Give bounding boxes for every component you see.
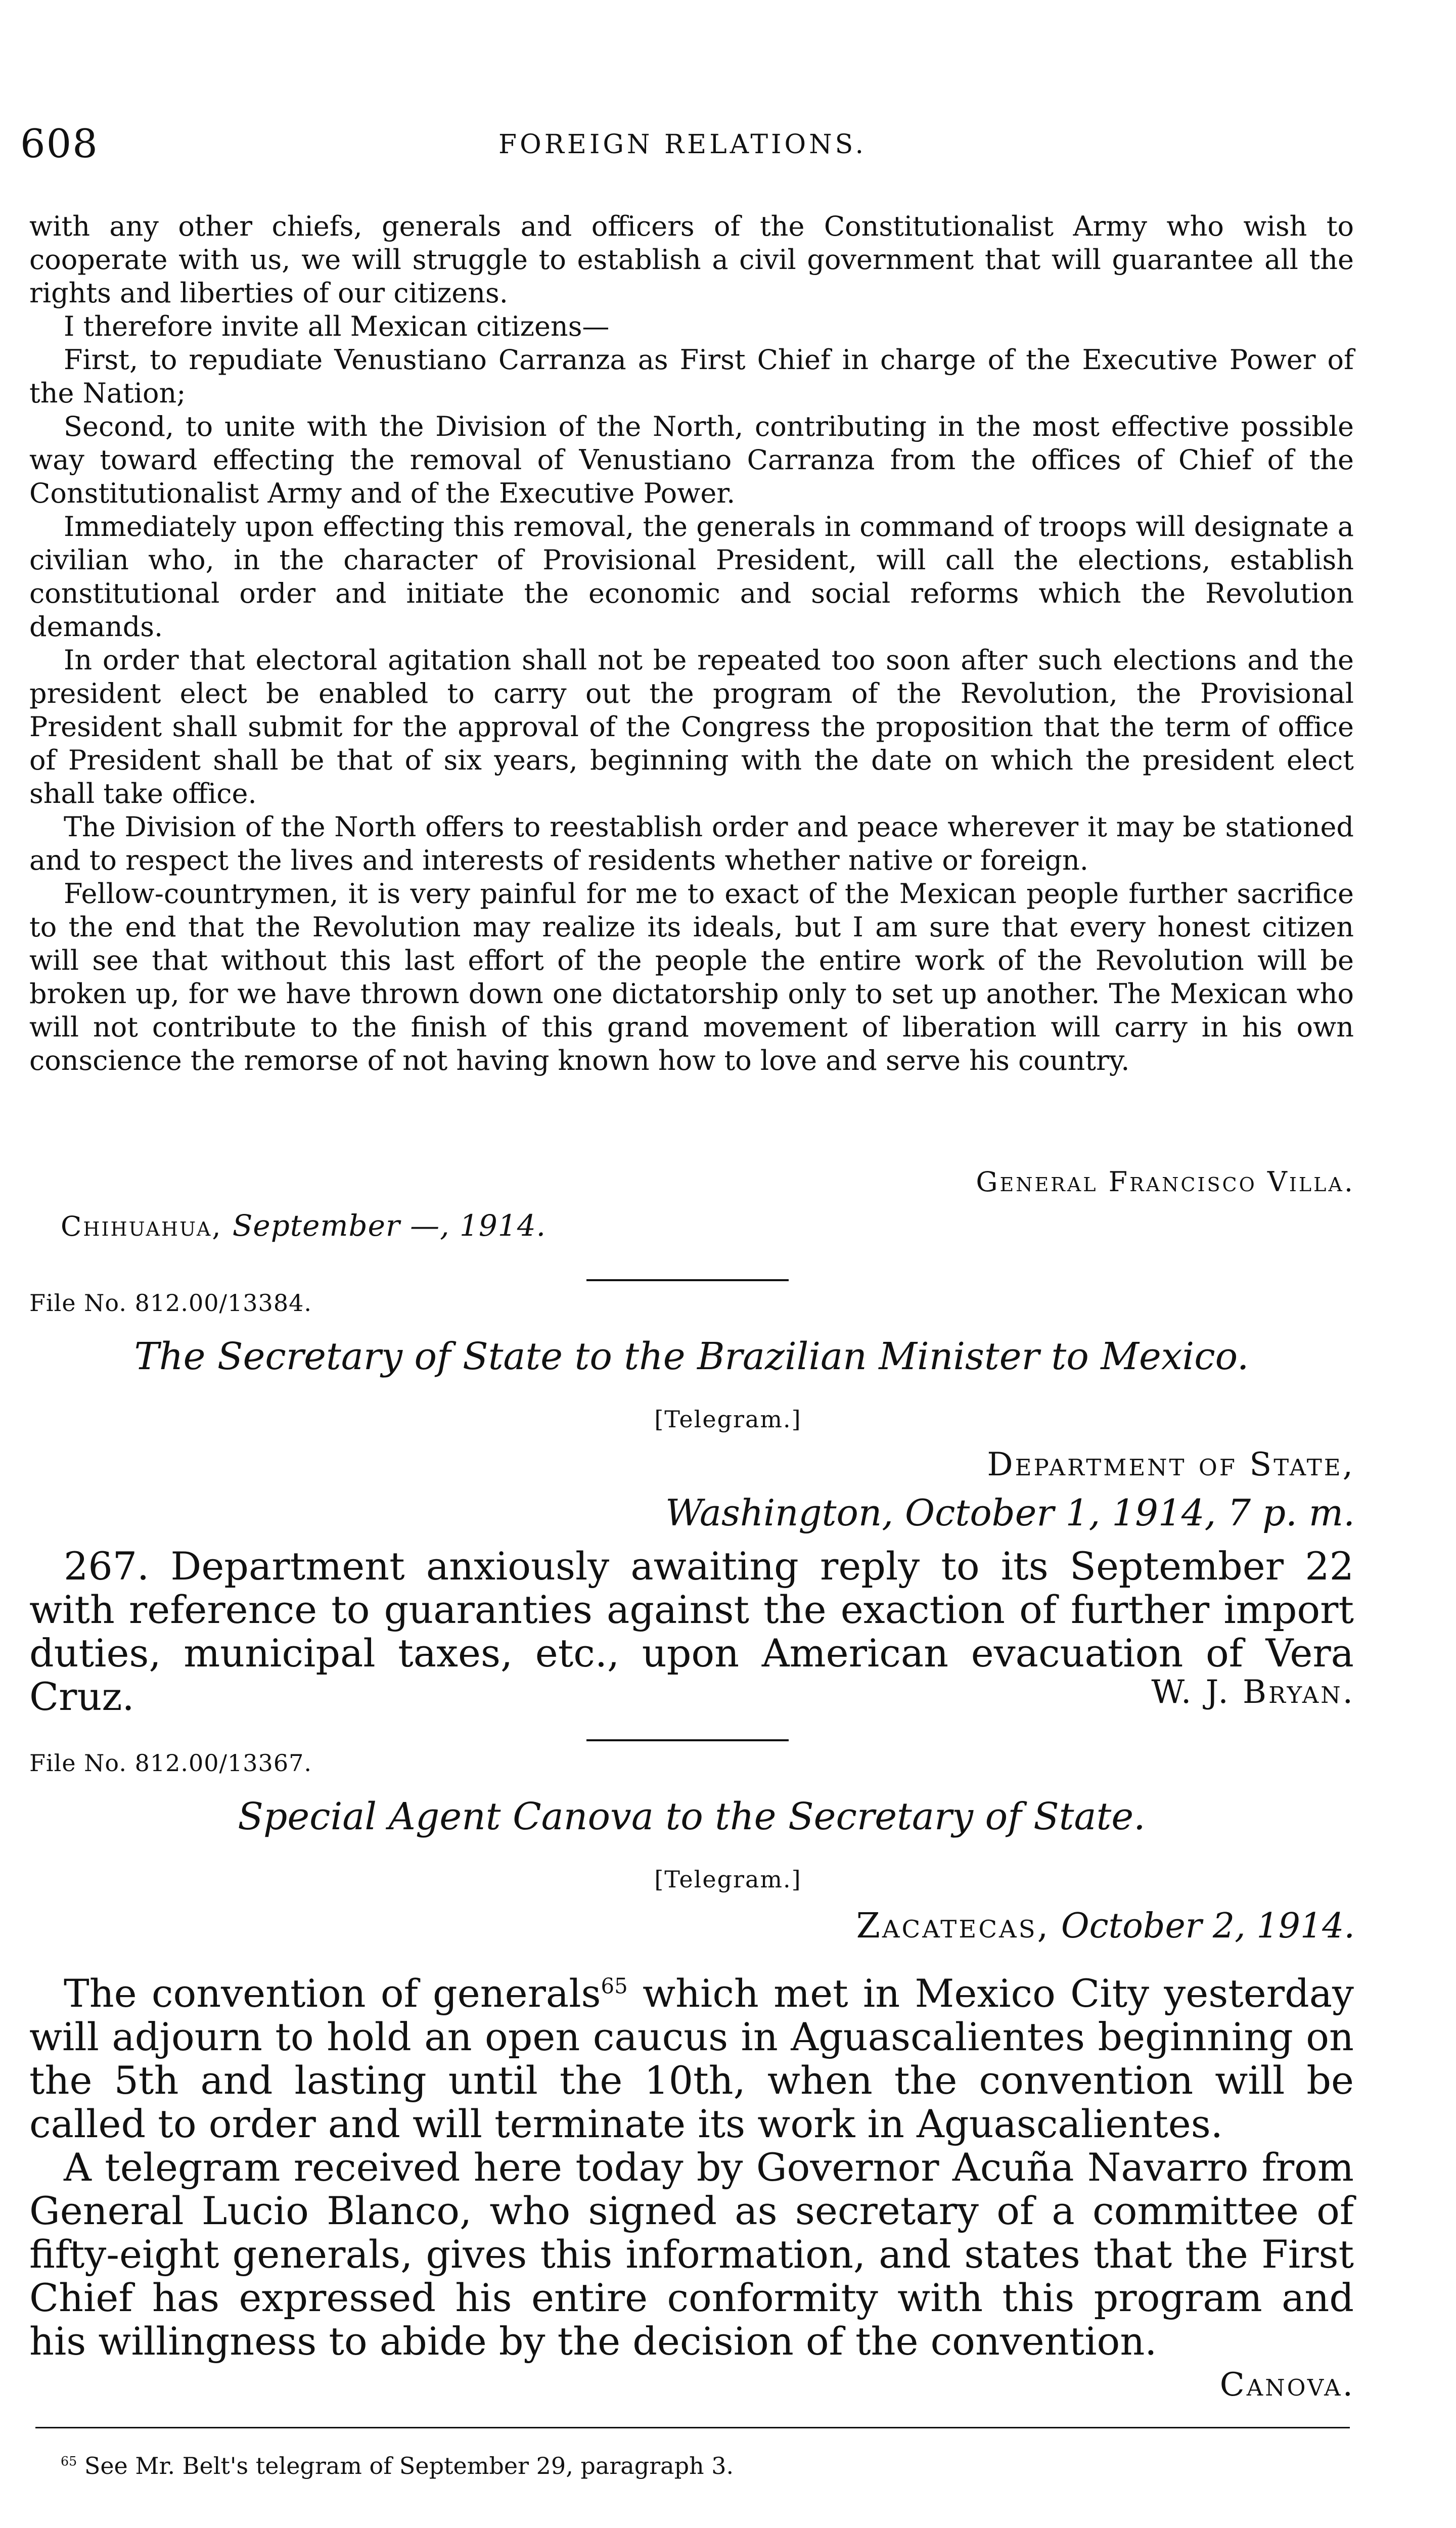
page-header (20, 121, 1345, 177)
file-number: File No. 812.00/13367. (29, 1749, 312, 1777)
villa-date: September —, 1914. (232, 1208, 547, 1243)
section-divider (586, 1279, 789, 1281)
footnote-marker: 65 (61, 2454, 77, 2469)
proclamation-paragraph: Fellow-countrymen, it is very painful for me to exact of the Mexican people further sacrifice to the end that the Revolution may realize its ideals, but I am sure that every honest citizen will see that without this last effort of the people the entire work of the Revolution will be broken up, for we have thrown down one dictatorship only to set up another. The Mexican who will not contribute to the finish of this grand movement of liberation will carry in his own conscience the remorse of not having known how to love and serve his country. (29, 878, 1354, 1076)
footnote (61, 2452, 734, 2479)
villa-signature: General Francisco Villa. (976, 1166, 1355, 1198)
proclamation-paragraph: First, to repudiate Venustiano Carranza as First Chief in charge of the Executive Power of the Nation; (29, 344, 1354, 409)
proclamation-paragraph: The Division of the North offers to reestablish order and peace wherever it may be stationed and to respect the lives and interests of residents whether native or foreign. (29, 811, 1354, 876)
document-title: Special Agent Canova to the Secretary of State. (238, 1795, 1146, 1838)
document-title: The Secretary of State to the Brazilian Minister to Mexico. (134, 1335, 1249, 1378)
telegram-label: [Telegram.] (654, 1406, 802, 1433)
document-dateline (856, 1906, 1355, 1946)
section-divider (586, 1739, 789, 1741)
paragraph-text: which met in Mexico City yesterday will adjourn to hold an open caucus in Aguascalientes beginning on the 5th and lasting until the 10th, when the convention will be called to order and will terminate its work in Aguascalientes. (29, 1971, 1354, 2146)
footnote-divider (35, 2427, 1350, 2428)
running-title: FOREIGN RELATIONS. (498, 129, 867, 160)
villa-dateline (61, 1208, 546, 1243)
villa-place: Chihuahua, (61, 1210, 222, 1242)
document-dateline: Washington, October 1, 1914, 7 p. m. (665, 1492, 1355, 1534)
canova-signature: Canova. (1219, 2366, 1355, 2404)
footnote-reference: 65 (601, 1973, 628, 1999)
proclamation-paragraph: In order that electoral agitation shall not be repeated too soon after such elections and the president elect be enabled to carry out the program of the Revolution, the Provisional President shall submit for the approval of the Congress the proposition that the term of office of President shall be that of six years, beginning with the date on which the president elect shall take office. (29, 644, 1354, 809)
dateline-place: Zacatecas, (856, 1906, 1051, 1946)
telegram-label: [Telegram.] (654, 1866, 802, 1893)
telegram-body (29, 1972, 1354, 2363)
proclamation-paragraph: Immediately upon effecting this removal, the generals in command of troops will designate a civilian who, in the character of Provisional President, will call the elections, establish constitutional order and initiate the economic and social reforms which the Revolution demands. (29, 511, 1354, 643)
bryan-signature: W. J. Bryan. (1151, 1674, 1355, 1711)
proclamation-paragraph: Second, to unite with the Division of the North, contributing in the most effective possible way toward effecting the removal of Venustiano Carranza from the offices of Chief of the Constitutionalist Army and of the Executive Power. (29, 411, 1354, 509)
telegram-paragraph: 267. Department anxiously awaiting reply to its September 22 with reference to guaranties against the exaction of further import duties, municipal taxes, etc., upon American evacuation of Vera Cruz. (29, 1544, 1354, 1719)
footnote-text: See Mr. Belt's telegram of September 29, paragraph 3. (77, 2452, 734, 2479)
file-number: File No. 812.00/13384. (29, 1289, 312, 1317)
proclamation-paragraph: with any other chiefs, generals and officers of the Constitutionalist Army who wish to cooperate with us, we will struggle to establish a civil government that will guarantee all the rights and liberties of our citizens. (29, 210, 1354, 309)
telegram-paragraph (29, 1972, 1354, 2146)
villa-proclamation (29, 210, 1354, 1077)
paragraph-text: The convention of generals (64, 1971, 601, 2016)
sender-office: Department of State, (987, 1446, 1355, 1483)
proclamation-paragraph: I therefore invite all Mexican citizens— (64, 310, 610, 342)
telegram-paragraph: A telegram received here today by Governor Acuña Navarro from General Lucio Blanco, who signed as secretary of a committee of fifty-eight generals, gives this information, and states that the First Chief has expressed his entire conformity with this program and his willingness to abide by the decision of the convention. (29, 2145, 1354, 2364)
dateline-date: October 2, 1914. (1061, 1906, 1355, 1946)
page-number: 608 (20, 121, 99, 167)
